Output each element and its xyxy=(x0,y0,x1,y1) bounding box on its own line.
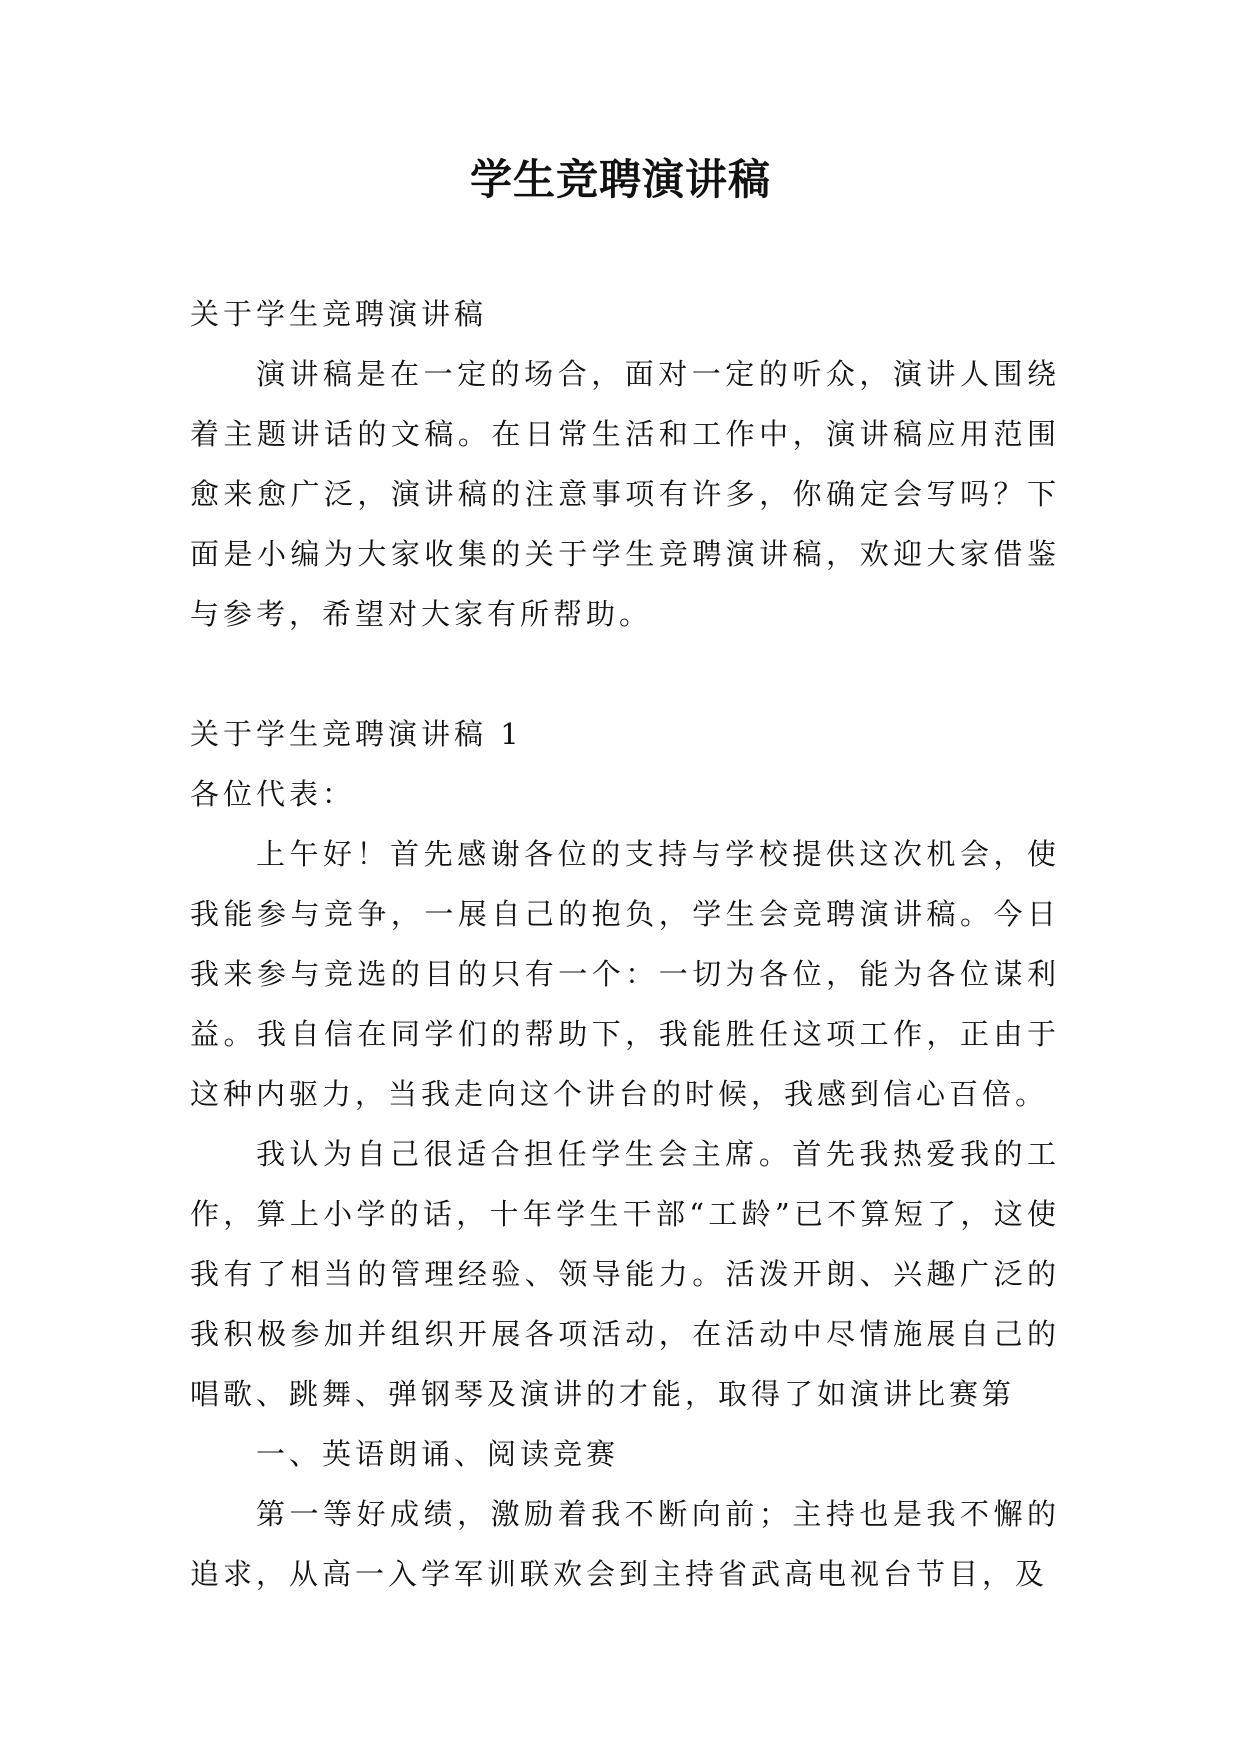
body-paragraph: 第一等好成绩，激励着我不断向前；主持也是我不懈的追求，从高一入学军训联欢会到主持省武高电视台节目，及 xyxy=(190,1497,1060,1591)
body-paragraph: 我认为自己很适合担任学生会主席。首先我热爱我的工作，算上小学的话，十年学生干部“工龄”已不算短了，这使我有了相当的管理经验、领导能力。活泼开朗、兴趣广泛的我积极参加并组织开展各项活动，在活动中尽情施展自己的唱歌、跳舞、弹钢琴及演讲的才能，取得了如演讲比赛第 xyxy=(190,1137,1060,1411)
intro-paragraph: 演讲稿是在一定的场合，面对一定的听众，演讲人围绕着主题讲话的文稿。在日常生活和工作中，演讲稿应用范围愈来愈广泛，演讲稿的注意事项有许多，你确定会写吗？下面是小编为大家收集的关于学生竞聘演讲稿，欢迎大家借鉴与参考，希望对大家有所帮助。 xyxy=(190,357,1060,631)
salutation: 各位代表： xyxy=(190,777,356,811)
document-title: 学生竞聘演讲稿 xyxy=(469,155,771,204)
body-paragraph: 上午好！首先感谢各位的支持与学校提供这次机会，使我能参与竞争，一展自己的抱负，学生会竞聘演讲稿。今日我来参与竞选的目的只有一个：一切为各位，能为各位谋利益。我自信在同学们的帮助下，我能胜任这项工作，正由于这种内驱力，当我走向这个讲台的时候，我感到信心百倍。 xyxy=(190,837,1060,1111)
intro-heading: 关于学生竞聘演讲稿 xyxy=(190,297,488,331)
body-paragraph: 一、英语朗诵、阅读竞赛 xyxy=(256,1437,620,1471)
section-spacer xyxy=(190,644,1060,704)
document-body xyxy=(190,284,1060,1604)
section-heading: 关于学生竞聘演讲稿 1 xyxy=(190,717,523,751)
